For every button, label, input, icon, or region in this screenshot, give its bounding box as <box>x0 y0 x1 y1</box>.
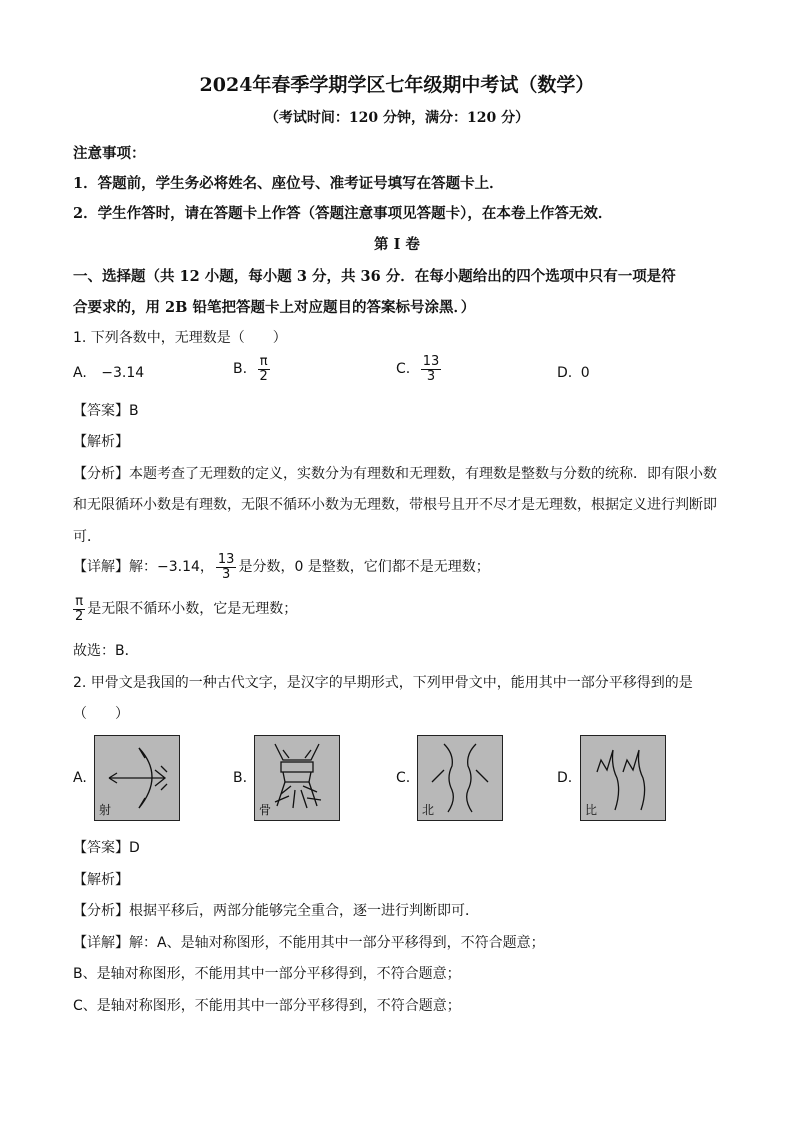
q1-option-c <box>396 355 443 383</box>
q1-fenxi-text1: 本题考查了无理数的定义，实数分为有理数和无理数，有理数是整数与分数的统称．即有限小数 <box>129 466 717 482</box>
notes-item-1: 1．答题前，学生务必将姓名、座位号、准考证号填写在答题卡上． <box>73 175 504 192</box>
q1-xiangjie-fraction2-num: π <box>75 594 84 609</box>
q1-fenxi-line3: 可． <box>73 529 101 545</box>
q1-xiangjie-text1b: 是分数，0 是整数，它们都不是无理数； <box>238 559 490 576</box>
q2-xiangjie-line2: B、是轴对称图形，不能用其中一部分平移得到，不符合题意； <box>73 966 461 982</box>
q1-xiangjie-fraction2 <box>73 595 85 623</box>
notes-item-2: 2．学生作答时，请在答题卡上作答（答题注意事项见答题卡），在本卷上作答无效． <box>73 205 613 222</box>
q1-option-c-label: C. <box>396 361 411 378</box>
notes-heading: 注意事项： <box>73 145 146 162</box>
page-title: 2024年春季学期学区七年级期中考试（数学） <box>199 74 595 96</box>
q2-option-d-label: D. <box>557 770 573 786</box>
q2-xiangjie-line1 <box>73 932 545 952</box>
q1-conclusion: 故选：B． <box>73 643 139 659</box>
q2-option-a-figure <box>94 735 180 821</box>
q1-option-b-label: B. <box>233 361 248 378</box>
q1-fenxi-tag: 【分析】 <box>73 466 129 482</box>
q2-fenxi-line1 <box>73 900 479 920</box>
q2-option-a-label: A. <box>73 770 87 786</box>
q2-answer-tag: 【答案】 <box>73 840 129 856</box>
q2-option-b-label: B. <box>233 770 248 786</box>
q1-option-c-fraction <box>421 355 442 383</box>
q2-option-d-figure <box>580 735 666 821</box>
q2-option-b-char: 骨 <box>259 803 272 817</box>
q1-xiangjie-tag: 【详解】 <box>73 559 129 576</box>
section-instructions-line1: 一、选择题（共 12 小题，每小题 3 分，共 36 分．在每小题给出的四个选项中只有一项是符 <box>73 268 676 285</box>
q1-option-d-value: 0 <box>580 365 590 381</box>
q2-option-a-char: 射 <box>99 803 112 817</box>
q1-xiangjie-text1a: 解：−3.14， <box>129 559 214 576</box>
q1-xiangjie-fraction1-den: 3 <box>216 567 237 582</box>
q2-xiangjie-text1: 解：A、是轴对称图形，不能用其中一部分平移得到，不符合题意； <box>129 935 545 951</box>
q2-fenxi-tag: 【分析】 <box>73 903 129 919</box>
q2-option-c-label: C. <box>396 770 411 786</box>
q1-option-a <box>73 365 144 381</box>
section-instructions-line2: 合要求的，用 2B 铅笔把答题卡上对应题目的答案标号涂黑．） <box>73 299 476 316</box>
q1-answer-value: B <box>129 403 139 419</box>
q2-option-d-char: 比 <box>585 803 598 817</box>
q1-answer-tag: 【答案】 <box>73 403 129 419</box>
q1-xiangjie-fraction2-den: 2 <box>75 608 84 624</box>
q1-answer <box>73 400 139 420</box>
q2-option-c-char: 北 <box>422 803 435 817</box>
q1-fenxi-line2: 和无限循环小数是有理数，无限不循环小数为无理数，带根号且开不尽才是无理数，根据定义进行判断即 <box>73 497 717 513</box>
q1-stem: 1. 下列各数中，无理数是（ ） <box>73 330 287 346</box>
exam-info: （考试时间：120 分钟，满分：120 分） <box>264 110 530 126</box>
q2-analysis-tag: 【解析】 <box>73 872 129 888</box>
q1-option-c-numerator: 13 <box>422 354 440 369</box>
q1-option-b-denominator: 2 <box>259 368 268 384</box>
q2-answer <box>73 837 140 857</box>
q1-option-b-numerator: π <box>259 354 268 369</box>
q1-analysis-tag: 【解析】 <box>73 434 129 450</box>
q1-option-b-fraction <box>258 355 270 383</box>
q2-option-b-figure <box>254 735 340 821</box>
q2-option-c-figure <box>417 735 503 821</box>
q1-xiangjie-line1 <box>73 553 490 581</box>
q1-option-d <box>557 365 590 381</box>
q1-fenxi-line1 <box>73 463 717 483</box>
q2-xiangjie-line3: C、是轴对称图形，不能用其中一部分平移得到，不符合题意； <box>73 998 461 1014</box>
volume-heading: 第 I 卷 <box>374 236 420 253</box>
q1-option-b <box>233 355 272 383</box>
q2-fenxi-text1: 根据平移后，两部分能够完全重合，逐一进行判断即可． <box>129 903 479 919</box>
q2-stem-line1: 2. 甲骨文是我国的一种古代文字，是汉字的早期形式，下列甲骨文中，能用其中一部分平移得到的是 <box>73 675 693 691</box>
q1-option-d-label: D. <box>557 365 573 381</box>
q2-stem-line2: （ ） <box>73 706 129 722</box>
q1-option-a-label: A. <box>73 365 87 381</box>
q2-xiangjie-tag: 【详解】 <box>73 935 129 951</box>
q1-xiangjie-line2 <box>73 595 297 623</box>
q1-option-a-value: −3.14 <box>101 365 145 381</box>
q1-xiangjie-fraction1-num: 13 <box>217 552 235 567</box>
q1-xiangjie-fraction1 <box>216 553 237 581</box>
q1-xiangjie-text2: 是无限不循环小数，它是无理数； <box>87 601 298 618</box>
q2-answer-value: D <box>129 840 140 856</box>
q1-option-c-denominator: 3 <box>421 369 442 384</box>
